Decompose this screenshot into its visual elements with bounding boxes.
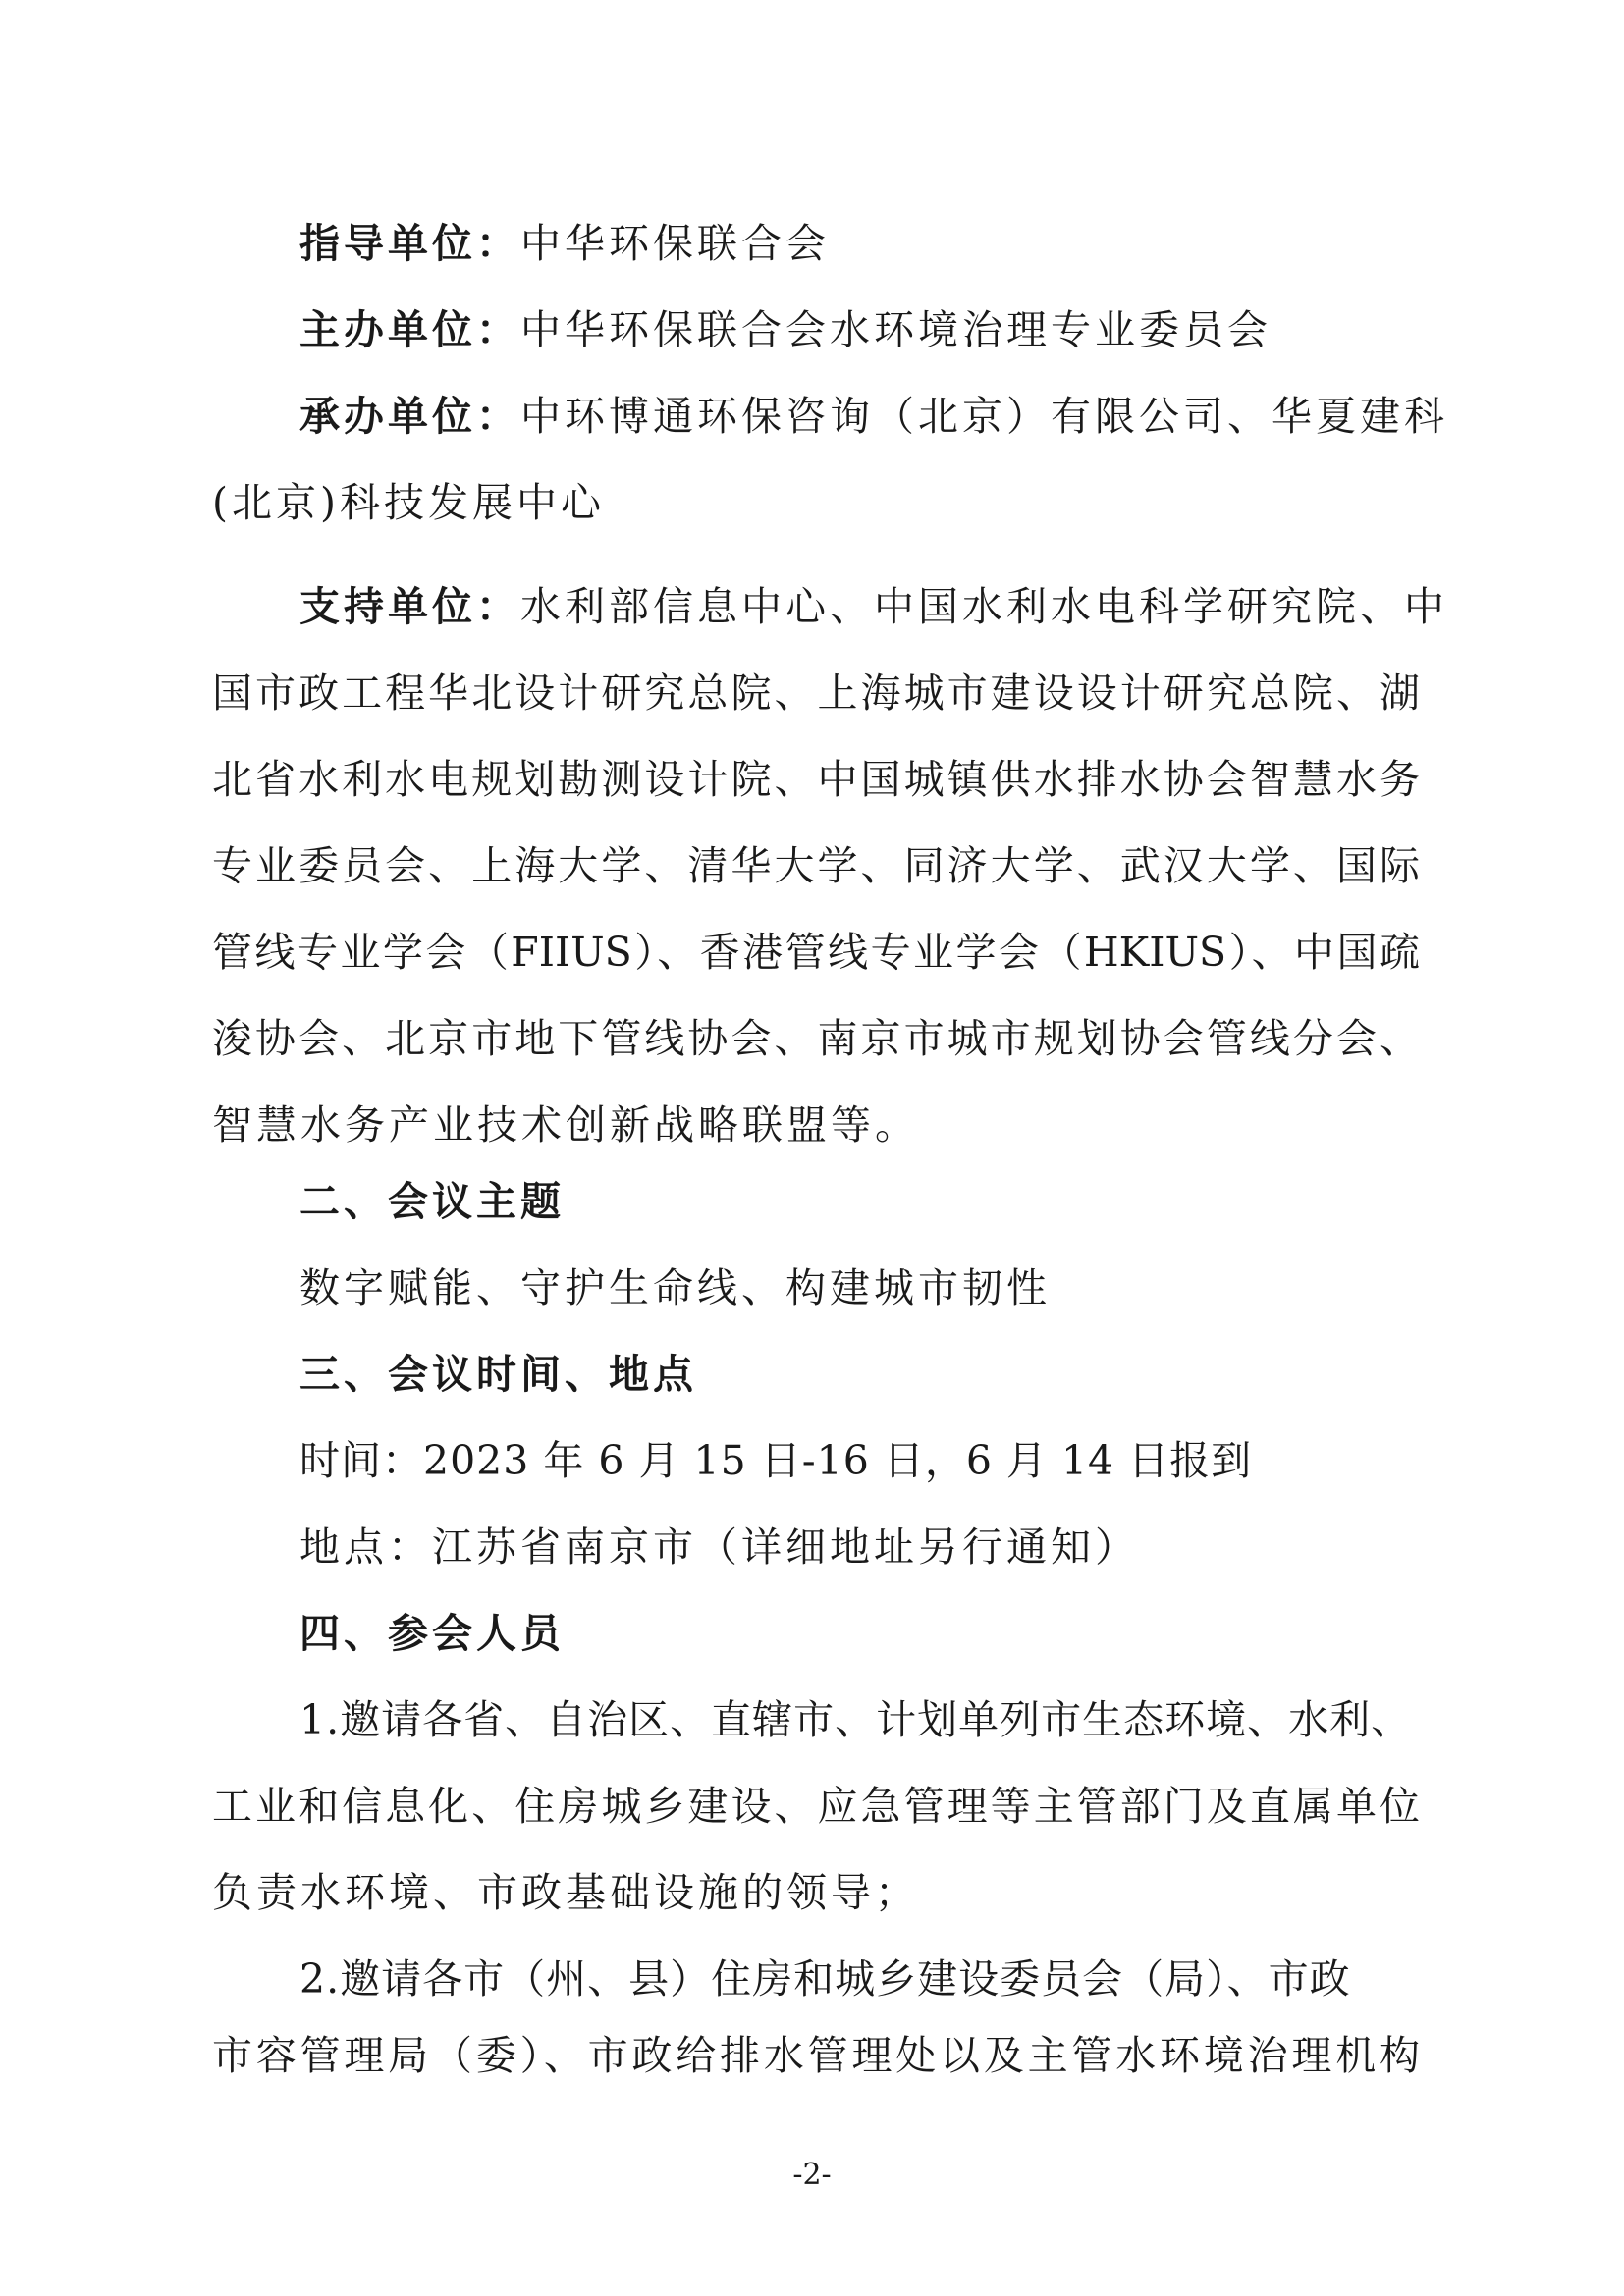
host-unit-label: 主办单位：: [299, 306, 520, 353]
host-unit-value: 中华环保联合会水环境治理专业委员会: [520, 306, 1272, 353]
host-unit-line: [299, 304, 1272, 355]
meeting-location: 地点：江苏省南京市（详细地址另行通知）: [299, 1523, 1139, 1571]
attendee-item-1-line: 1.邀请各省、自治区、直辖市、计划单列市生态环境、水利、: [299, 1696, 1413, 1743]
supporting-unit-text-line: 国市政工程华北设计研究总院、上海城市建设设计研究总院、湖: [212, 669, 1420, 717]
meeting-theme: 数字赋能、守护生命线、构建城市韧性: [299, 1264, 1051, 1311]
supporting-unit-text-line: 管线专业学会（FIIUS）、香港管线专业学会（HKIUS）、中国疏: [212, 929, 1420, 976]
attendee-item-1-line: 负责水环境、市政基础设施的领导；: [212, 1869, 919, 1916]
section-4-heading: 四、参会人员: [299, 1610, 565, 1657]
undertaking-unit-value-1: 中环博通环保咨询（北京）有限公司、华夏建科: [520, 393, 1448, 440]
guiding-unit-value: 中华环保联合会: [520, 220, 830, 267]
guiding-unit-line: [299, 218, 830, 269]
supporting-unit-text-line: 智慧水务产业技术创新战略联盟等。: [212, 1101, 919, 1148]
supporting-unit-text-line: 北省水利水电规划勘测设计院、中国城镇供水排水协会智慧水务: [212, 756, 1420, 803]
supporting-unit-line: [299, 581, 1448, 632]
meeting-time: 时间：2023 年 6 月 15 日-16 日，6 月 14 日报到: [299, 1437, 1253, 1484]
supporting-unit-value-1: 水利部信息中心、中国水利水电科学研究院、中: [520, 583, 1448, 630]
undertaking-unit-continuation: (北京)科技发展中心: [212, 479, 605, 526]
undertaking-unit-label: 承办单位：: [299, 393, 520, 440]
supporting-unit-text-line: 浚协会、北京市地下管线协会、南京市城市规划协会管线分会、: [212, 1015, 1420, 1062]
supporting-unit-text-line: 专业委员会、上海大学、清华大学、同济大学、武汉大学、国际: [212, 842, 1420, 889]
section-3-heading: 三、会议时间、地点: [299, 1351, 697, 1398]
attendee-item-2-line: 市容管理局（委）、市政给排水管理处以及主管水环境治理机构: [212, 2032, 1420, 2079]
attendee-item-1-line: 工业和信息化、住房城乡建设、应急管理等主管部门及直属单位: [212, 1783, 1420, 1830]
undertaking-unit-line: [299, 391, 1448, 442]
attendee-item-2-line: 2.邀请各市（州、县）住房和城乡建设委员会（局）、市政: [299, 1955, 1351, 2002]
supporting-unit-label: 支持单位：: [299, 583, 520, 630]
guiding-unit-label: 指导单位：: [299, 220, 520, 267]
section-2-heading: 二、会议主题: [299, 1178, 565, 1225]
page-number: -2-: [792, 2158, 832, 2192]
